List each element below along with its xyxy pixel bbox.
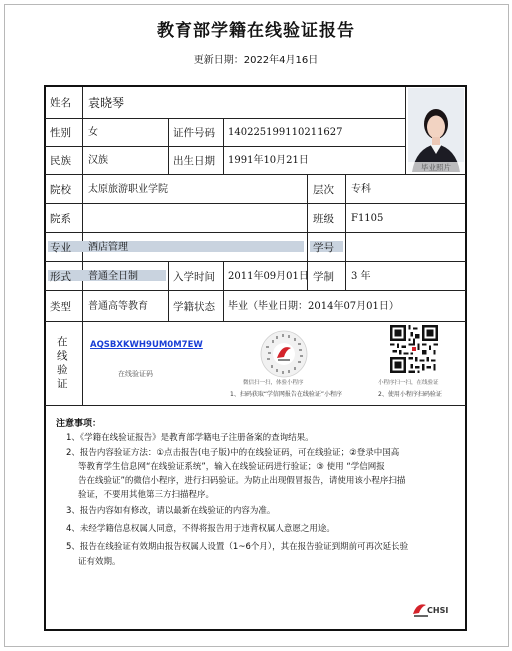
note-line: 2、报告内容验证方法：①点击报告(电子版)中的在线验证码，可在线验证；②登录中国高 — [66, 448, 400, 458]
label-major: 专业 — [50, 241, 71, 254]
wechat-scan-hint: 微信扫一扫，体验小程序 — [243, 380, 304, 386]
row-divider — [45, 232, 466, 233]
value-level: 专科 — [351, 183, 371, 195]
note-line: 5、报告在线验证有效期由报告权属人设置（1~6个月），其在报告验证到期前可再次延长验 — [66, 542, 409, 552]
label-type: 类型 — [50, 300, 71, 313]
update-date: 更新日期：2022年4月16日 — [193, 55, 319, 66]
row-divider — [45, 261, 466, 262]
label-class: 班级 — [313, 212, 334, 225]
chsi-logo-text: CHSI — [427, 606, 449, 615]
value-type: 普通高等教育 — [88, 300, 148, 312]
label-duration: 学制 — [313, 270, 334, 283]
label-online-verify-3: 验 — [57, 364, 68, 376]
value-major: 酒店管理 — [88, 241, 128, 253]
mini-program-scan-hint: 小程序扫一扫，在线验证 — [378, 380, 439, 386]
notes-title: 注意事项： — [56, 419, 102, 429]
row-divider — [45, 405, 466, 406]
qr-code-icon[interactable] — [390, 325, 438, 373]
col-divider — [223, 118, 224, 174]
label-status: 学籍状态 — [173, 300, 215, 313]
note-line: 验证，不要用其他第三方扫描程序。 — [78, 490, 215, 500]
value-birth-date: 1991年10月21日 — [228, 155, 309, 166]
col-divider — [168, 261, 169, 321]
value-gender: 女 — [88, 127, 98, 138]
label-id-number: 证件号码 — [173, 127, 215, 139]
label-name: 姓名 — [50, 97, 71, 109]
label-online-verify-1: 在 — [57, 336, 68, 348]
label-enroll-time: 入学时间 — [173, 270, 215, 283]
value-school: 太原旅游职业学院 — [88, 183, 168, 195]
note-line: 告在线验证”的微信小程序，进行扫码验证。为防止出现假冒报告，请使用该小程序扫描 — [78, 476, 406, 486]
label-birth-date: 出生日期 — [173, 155, 215, 167]
note-line: 4、未经学籍信息权属人同意，不得将报告用于违背权属人意愿之用途。 — [66, 524, 335, 534]
note-line: 证有效期。 — [78, 557, 121, 567]
label-school: 院校 — [50, 183, 71, 196]
verification-code-link[interactable]: AQSBXKWH9UM0M7EW — [90, 340, 203, 350]
value-class: F1105 — [351, 212, 384, 224]
col-divider — [345, 261, 346, 291]
value-id-number: 140225199110211627 — [228, 127, 343, 138]
step-2-text: 2、使用小程序扫码验证 — [378, 391, 442, 398]
note-line: 1、《学籍在线验证报告》是教育部学籍电子注册备案的查询结果。 — [66, 433, 314, 443]
value-duration: 3 年 — [351, 270, 371, 282]
label-online-verify-2: 线 — [57, 350, 68, 362]
label-gender: 性别 — [50, 127, 71, 139]
col-divider — [307, 174, 308, 261]
row-divider — [45, 290, 466, 291]
step-1-text: 1、扫码获取“学信网报告在线验证”小程序 — [230, 391, 343, 398]
row-divider — [45, 146, 405, 147]
label-student-id: 学号 — [313, 241, 334, 254]
photo-caption: 毕业照片 — [408, 162, 464, 173]
row-divider — [45, 321, 466, 322]
value-form: 普通全日制 — [88, 270, 138, 282]
label-form: 形式 — [50, 270, 71, 283]
row-divider — [45, 118, 405, 119]
value-enroll-time: 2011年09月01日 — [228, 270, 309, 282]
portrait-icon — [408, 88, 464, 172]
value-name: 袁晓琴 — [88, 96, 125, 110]
major-highlight — [48, 241, 304, 252]
col-divider — [405, 87, 406, 174]
verification-code-caption: 在线验证码 — [118, 370, 153, 378]
note-line: 等教育学生信息网“在线验证系统”，输入在线验证码进行验证；③ 使用 “学信网报 — [78, 462, 385, 472]
value-status: 毕业（毕业日期：2014年07月01日） — [228, 300, 399, 312]
row-divider — [45, 203, 466, 204]
report-title: 教育部学籍在线验证报告 — [157, 21, 355, 41]
label-ethnicity: 民族 — [50, 155, 71, 167]
mini-program-code-icon[interactable] — [260, 330, 308, 378]
note-line: 3、报告内容如有修改，请以最新在线验证的内容为准。 — [66, 506, 276, 516]
value-ethnicity: 汉族 — [88, 155, 108, 166]
label-online-verify-4: 证 — [57, 378, 68, 390]
graduation-photo — [408, 88, 464, 172]
col-divider — [345, 174, 346, 261]
col-divider — [168, 118, 169, 174]
label-department: 院系 — [50, 212, 71, 225]
row-divider — [45, 174, 466, 175]
col-divider — [223, 261, 224, 321]
label-level: 层次 — [313, 183, 334, 196]
